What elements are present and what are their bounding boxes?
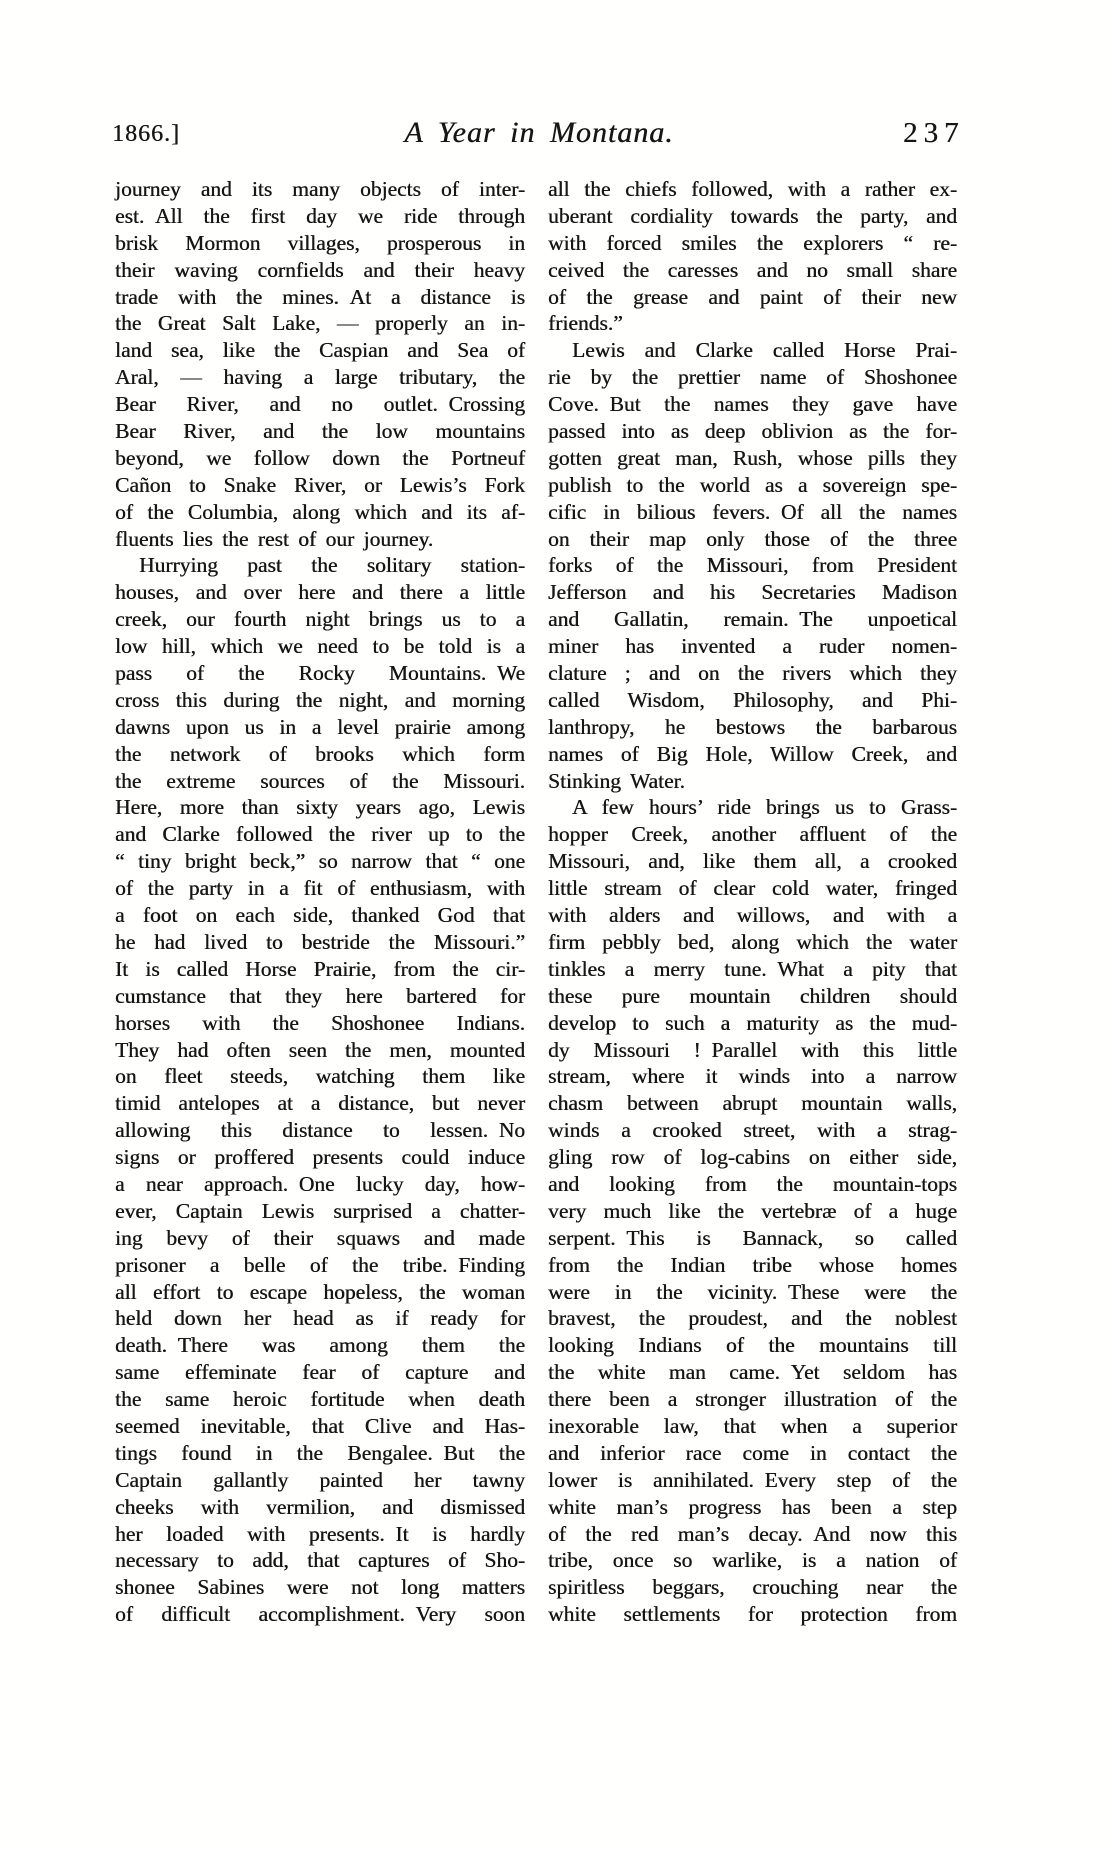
text-line: beyond, we follow down the Portneuf xyxy=(115,445,525,470)
text-line: and inferior race come in contact the xyxy=(548,1440,957,1465)
text-line: white settlements for protection from xyxy=(548,1602,957,1627)
text-line: signs or proffered presents could induce xyxy=(115,1145,525,1170)
text-line: dawns upon us in a level prairie among xyxy=(115,714,525,739)
text-line: serpent. This is Bannack, so called xyxy=(548,1225,957,1250)
text-line: miner has invented a ruder nomen- xyxy=(548,634,957,659)
text-line: ing bevy of their squaws and made xyxy=(115,1225,525,1250)
text-line: lanthropy, he bestows the barbarous xyxy=(548,714,957,739)
text-line: chasm between abrupt mountain walls, xyxy=(548,1091,957,1116)
text-line: Lewis and Clarke called Horse Prai- xyxy=(572,338,957,363)
text-line: names of Big Hole, Willow Creek, and xyxy=(548,741,957,766)
text-line: tribe, once so warlike, is a nation of xyxy=(548,1548,957,1573)
text-line: looking Indians of the mountains till xyxy=(548,1333,957,1358)
text-line: gling row of log-cabins on either side, xyxy=(548,1145,957,1170)
text-line: prisoner a belle of the tribe. Finding xyxy=(115,1252,525,1277)
text-line: forks of the Missouri, from President xyxy=(548,553,957,578)
text-line: tinkles a merry tune. What a pity that xyxy=(548,956,957,981)
running-head-year: 1866.] xyxy=(112,121,180,147)
text-line: passed into as deep oblivion as the for- xyxy=(548,419,957,444)
text-line: her loaded with presents. It is hardly xyxy=(115,1521,525,1546)
text-line: their waving cornfields and their heavy xyxy=(115,257,525,282)
text-line: allowing this distance to lessen. No xyxy=(115,1118,525,1143)
text-line: dy Missouri ! Parallel with this little xyxy=(548,1037,957,1062)
text-line: trade with the mines. At a distance is xyxy=(115,284,525,309)
text-line: of the party in a fit of enthusiasm, with xyxy=(115,876,525,901)
text-line: It is called Horse Prairie, from the cir- xyxy=(115,956,525,981)
text-line: land sea, like the Caspian and Sea of xyxy=(115,338,525,363)
text-column-left xyxy=(115,176,525,1628)
text-line: the white man came. Yet seldom has xyxy=(548,1360,957,1385)
text-line: Hurrying past the solitary station- xyxy=(139,553,525,578)
text-line: ceived the caresses and no small share xyxy=(548,257,957,282)
text-line: a foot on each side, thanked God that xyxy=(115,903,525,928)
text-line: Bear River, and the low mountains xyxy=(115,419,525,444)
text-line: of the Columbia, along which and its af- xyxy=(115,499,525,524)
text-line: publish to the world as a sovereign spe- xyxy=(548,472,957,497)
text-line: horses with the Shoshonee Indians. xyxy=(115,1010,525,1035)
text-line: of the grease and paint of their new xyxy=(548,284,957,309)
text-line: on fleet steeds, watching them like xyxy=(115,1064,525,1089)
text-line: shonee Sabines were not long matters xyxy=(115,1575,525,1600)
text-column-right xyxy=(548,176,957,1628)
text-line: the same heroic fortitude when death xyxy=(115,1387,525,1412)
text-line: cific in bilious fevers. Of all the names xyxy=(548,499,957,524)
text-line: brisk Mormon villages, prosperous in xyxy=(115,230,525,255)
text-line: stream, where it winds into a narrow xyxy=(548,1064,957,1089)
running-head-title: A Year in Montana. xyxy=(404,116,674,149)
text-line: death. There was among them the xyxy=(115,1333,525,1358)
text-line: all effort to escape hopeless, the woman xyxy=(115,1279,525,1304)
text-line: he had lived to bestride the Missouri.” xyxy=(115,929,525,954)
text-line: gotten great man, Rush, whose pills they xyxy=(548,445,957,470)
text-line: timid antelopes at a distance, but never xyxy=(115,1091,525,1116)
text-line: Aral, — having a large tributary, the xyxy=(115,365,525,390)
text-line: “ tiny bright beck,” so narrow that “ one xyxy=(115,849,525,874)
text-line: from the Indian tribe whose homes xyxy=(548,1252,957,1277)
text-line: They had often seen the men, mounted xyxy=(115,1037,525,1062)
text-line: Missouri, and, like them all, a crooked xyxy=(548,849,957,874)
text-line: and Clarke followed the river up to the xyxy=(115,822,525,847)
text-line: same effeminate fear of capture and xyxy=(115,1360,525,1385)
text-line: friends.” xyxy=(548,311,623,336)
text-line: low hill, which we need to be told is a xyxy=(115,634,525,659)
text-line: there been a stronger illustration of the xyxy=(548,1387,957,1412)
text-line: tings found in the Bengalee. But the xyxy=(115,1440,525,1465)
text-line: little stream of clear cold water, fringed xyxy=(548,876,957,901)
text-line: all the chiefs followed, with a rather ex- xyxy=(548,177,957,201)
text-line: houses, and over here and there a little xyxy=(115,580,525,605)
text-line: a near approach. One lucky day, how- xyxy=(115,1171,525,1196)
text-line: est. All the first day we ride through xyxy=(115,203,525,228)
page-number: 237 xyxy=(903,117,965,149)
text-line: Stinking Water. xyxy=(548,768,685,793)
text-line: white man’s progress has been a step xyxy=(548,1494,957,1519)
text-line: fluents lies the rest of our journey. xyxy=(115,526,434,551)
text-line: hopper Creek, another affluent of the xyxy=(548,822,957,847)
text-line: creek, our fourth night brings us to a xyxy=(115,607,525,632)
text-line: journey and its many objects of inter- xyxy=(115,177,525,201)
text-line: the extreme sources of the Missouri. xyxy=(115,768,525,793)
text-line: with forced smiles the explorers “ re- xyxy=(548,230,957,255)
text-line: cheeks with vermilion, and dismissed xyxy=(115,1494,525,1519)
text-line: these pure mountain children should xyxy=(548,983,957,1008)
text-line: of difficult accomplishment. Very soon xyxy=(115,1602,525,1627)
text-line: very much like the vertebræ of a huge xyxy=(548,1198,957,1223)
text-line: seemed inevitable, that Clive and Has- xyxy=(115,1413,525,1438)
text-line: Bear River, and no outlet. Crossing xyxy=(115,392,525,417)
text-line: on their map only those of the three xyxy=(548,526,957,551)
text-line: Cañon to Snake River, or Lewis’s Fork xyxy=(115,472,525,497)
text-line: lower is annihilated. Every step of the xyxy=(548,1467,957,1492)
text-line: develop to such a maturity as the mud- xyxy=(548,1010,957,1035)
text-line: uberant cordiality towards the party, and xyxy=(548,203,957,228)
text-line: and looking from the mountain-tops xyxy=(548,1171,957,1196)
text-line: and Gallatin, remain. The unpoetical xyxy=(548,607,957,632)
text-line: firm pebbly bed, along which the water xyxy=(548,929,957,954)
text-line: ever, Captain Lewis surprised a chatter- xyxy=(115,1198,525,1223)
text-line: Cove. But the names they gave have xyxy=(548,392,957,417)
text-line: rie by the prettier name of Shoshonee xyxy=(548,365,957,390)
text-line: cumstance that they here bartered for xyxy=(115,983,525,1008)
text-line: the network of brooks which form xyxy=(115,741,525,766)
text-line: cross this during the night, and morning xyxy=(115,687,525,712)
text-line: Here, more than sixty years ago, Lewis xyxy=(115,795,525,820)
text-line: bravest, the proudest, and the noblest xyxy=(548,1306,957,1331)
text-line: with alders and willows, and with a xyxy=(548,903,957,928)
text-line: clature ; and on the rivers which they xyxy=(548,661,957,686)
text-line: the Great Salt Lake, — properly an in- xyxy=(115,311,525,336)
text-line: winds a crooked street, with a strag- xyxy=(548,1118,957,1143)
text-line: Jefferson and his Secretaries Madison xyxy=(548,580,957,605)
text-line: called Wisdom, Philosophy, and Phi- xyxy=(548,687,957,712)
text-line: A few hours’ ride brings us to Grass- xyxy=(572,795,957,820)
text-line: were in the vicinity. These were the xyxy=(548,1279,957,1304)
text-line: of the red man’s decay. And now this xyxy=(548,1521,957,1546)
text-line: spiritless beggars, crouching near the xyxy=(548,1575,957,1600)
text-line: inexorable law, that when a superior xyxy=(548,1413,957,1438)
text-line: Captain gallantly painted her tawny xyxy=(115,1467,525,1492)
text-line: held down her head as if ready for xyxy=(115,1306,525,1331)
text-line: pass of the Rocky Mountains. We xyxy=(115,661,525,686)
text-line: necessary to add, that captures of Sho- xyxy=(115,1548,525,1573)
